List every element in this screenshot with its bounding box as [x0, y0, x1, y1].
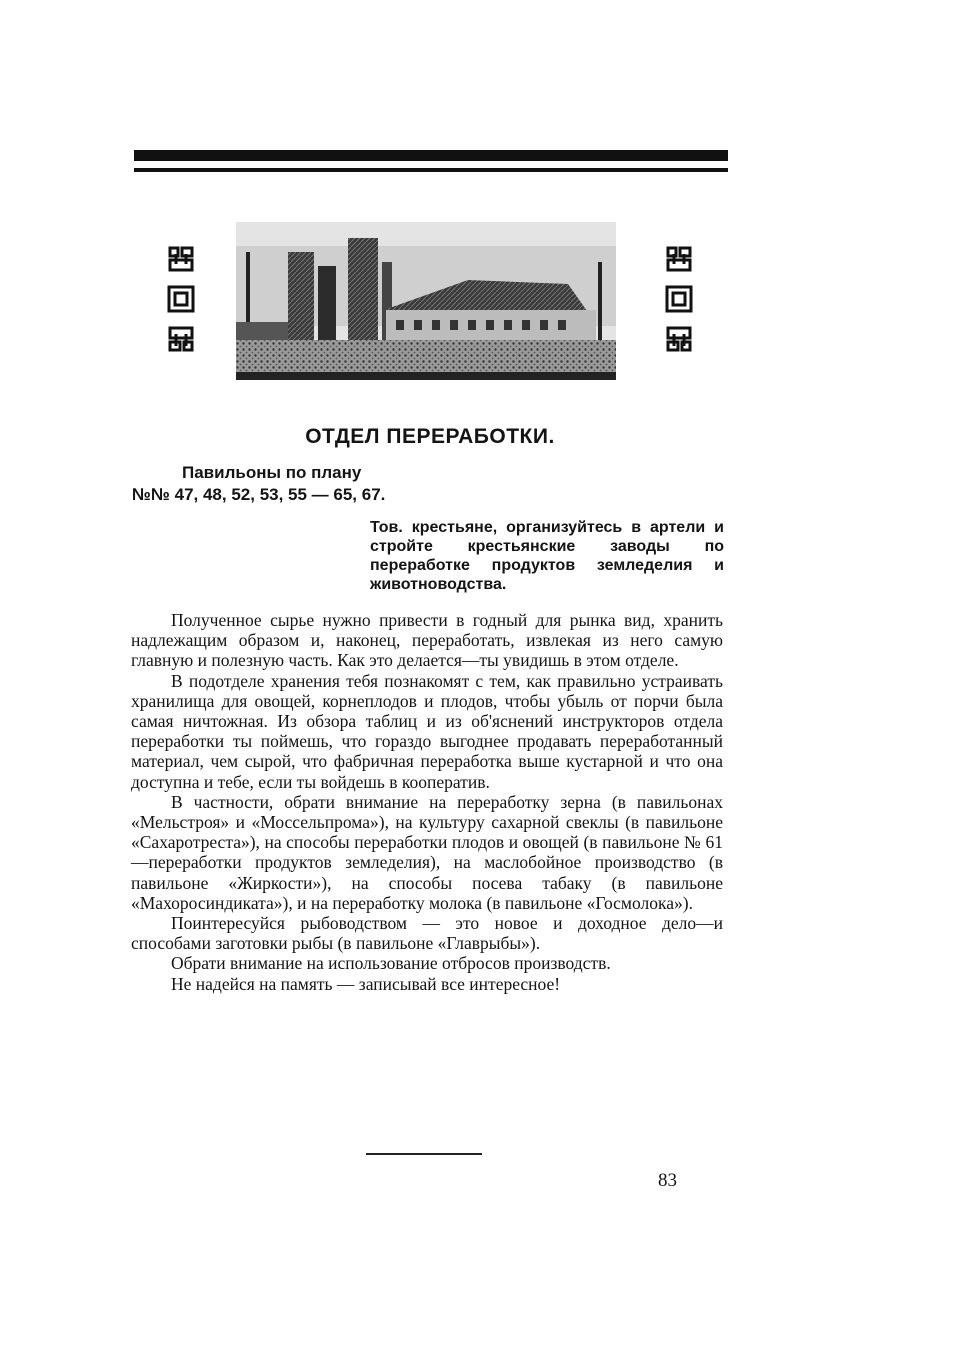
pavilions-line-2: №№ 47, 48, 52, 53, 55 — 65, 67. — [132, 485, 386, 504]
separator-rule — [366, 1153, 482, 1155]
ornament-column-right — [664, 244, 694, 364]
ornament-column-left — [166, 244, 196, 364]
factory-photo — [236, 222, 616, 380]
top-rule-thin — [134, 168, 728, 172]
paragraph: В частности, обрати внимание на переработку зерна (в павильонах «Мельстроя» и «Моссельпрома»), на культуру сахарной свеклы (в павильоне «Сахаротреста»), на способы переработки плодов и овощей (в павильоне № 61—переработки продуктов земледелия), на маслобойное производство (в павильоне «Жиркости»), на способы посева табаку (в павильоне «Махоросиндиката»), и на переработку молока (в павильоне «Госмолока»). — [131, 791, 723, 913]
paragraph: Поинтересуйся рыбоводством — это новое и доходное дело—и способами заготовки рыбы (в павильоне «Главрыбы»). — [131, 913, 723, 954]
ornament-bottom-icon — [166, 324, 196, 354]
paragraph: В подотделе хранения тебя познакомят с тем, как правильно устраивать хранилища для овощей, корнеплодов и плодов, чтобы убыль от порчи была самая ничтожная. Из обзора таблиц и из об'яснений инструкторов отдела переработки ты поймешь, что гораздо выгоднее продавать переработанный материал, чем сырой, что фабричная переработка выше кустарной и что она доступна и тебе, если ты войдешь в кооператив. — [131, 670, 723, 792]
top-rule-thick — [134, 150, 728, 161]
ornament-square-icon — [166, 284, 196, 314]
paragraph: Не надейся на память — записывай все интересное! — [171, 973, 561, 994]
paragraph: Полученное сырье нужно привести в годный для рынка вид, хранить надлежащим образом и, наконец, переработать, извлекая из него самую главную и полезную часть. Как это делается—ты увидишь в этом отделе. — [131, 610, 723, 671]
body-text — [131, 610, 723, 994]
ornament-top-icon — [166, 244, 196, 274]
ornament-top-icon — [664, 244, 694, 274]
pavilions-line-1: Павильоны по плану — [182, 463, 362, 482]
pavilions-reference — [132, 462, 385, 506]
page-number: 83 — [658, 1170, 677, 1191]
paragraph: Обрати внимание на использование отбросов производств. — [171, 953, 611, 974]
ornament-bottom-icon — [664, 324, 694, 354]
ornament-square-icon — [664, 284, 694, 314]
appeal-text: Тов. крестьяне, организуйтесь в артели и стройте крестьянские заводы по переработке продуктов земледелия и животноводства. — [370, 519, 724, 593]
section-heading: ОТДЕЛ ПЕРЕРАБОТКИ. — [305, 425, 555, 448]
